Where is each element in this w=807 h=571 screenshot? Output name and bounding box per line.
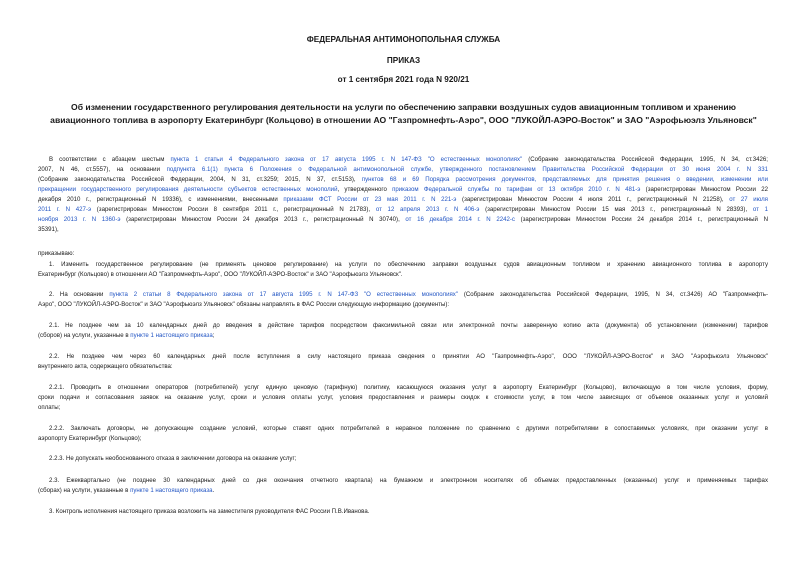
item-2-2-line: внутреннего акта, содержащего обязательства: xyxy=(38,363,173,370)
november-order-link-cont[interactable]: ноября 2013 г. N 1360-э xyxy=(38,216,121,223)
text: декабря 2010 г., регистрационный N 19336), с изменениями, внесенными xyxy=(38,196,284,203)
text: (Собрание законодательства Российской Федерации, 1995, N 34, ст.3426) АО "Газпромнефть- xyxy=(458,291,768,298)
text: (зарегистрирован Минюстом России 15 мая 2013 г., регистрационный N 28393), xyxy=(479,206,753,213)
procedure-link-cont[interactable]: прекращении государственного регулирования деятельности субъектов естественных монополий xyxy=(38,186,338,193)
text: (зарегистрирован Минюстом России 24 декабря 2014 г., регистрационный N xyxy=(514,216,768,223)
preamble-line xyxy=(38,205,768,215)
preamble-line xyxy=(38,185,768,195)
july-order-link[interactable]: от 27 июля xyxy=(729,196,768,203)
item-2 xyxy=(38,290,768,310)
doc-date-number: от 1 сентября 2021 года N 920/21 xyxy=(337,75,470,84)
item-2-3-line xyxy=(38,486,768,496)
item-2-2-2 xyxy=(38,424,768,444)
text: 2. На основании xyxy=(49,291,110,298)
law-article-link[interactable]: пункта 2 статьи 8 Федерального закона от 17 августа 1995 г. N 147-ФЗ "О естественных монополиях" xyxy=(109,291,459,298)
april-order-link[interactable]: от 12 апреля 2013 г. N 406-э xyxy=(375,206,480,213)
doc-title-line-2: авиационного топлива в аэропорту Екатеринбург (Кольцово) в отношении АО "Газпромнефть-Аэро", ООО "ЛУКОЙЛ-АЭРО-Восток" и ЗАО "Аэрофьюэлз Ульяновск" xyxy=(50,115,757,125)
december-order-link[interactable]: от 16 декабря 2014 г. N 2242-с xyxy=(405,216,515,223)
order-point-1-link[interactable]: пункте 1 настоящего приказа xyxy=(130,487,213,494)
item-2-1-line xyxy=(38,331,768,341)
item-1 xyxy=(38,260,768,280)
text: 2007, N 46, ст.5557), на основании xyxy=(38,166,167,173)
order-word-text: приказываю: xyxy=(38,250,75,257)
item-2-2-2-line: аэропорту Екатеринбург (Кольцово); xyxy=(38,435,142,442)
item-3 xyxy=(38,507,768,517)
text: , утвержденного xyxy=(337,186,393,193)
item-3-line: 3. Контроль исполнения настоящего приказа возложить на заместителя руководителя ФАС России П.В.Иванова. xyxy=(49,508,370,515)
preamble-line xyxy=(38,175,768,185)
item-2-2-1-line: оплаты; xyxy=(38,404,61,411)
text: (Собрание законодательства Российской Федерации, 1995, N 34, ст.3426; xyxy=(522,156,768,163)
text: (зарегистрирован Минюстом России 4 июля 2011 г., регистрационный N 21258), xyxy=(456,196,730,203)
text: (зарегистрирован Минюстом России 24 декабря 2013 г., регистрационный N 30740), xyxy=(120,216,406,223)
agency-name: ФЕДЕРАЛЬНАЯ АНТИМОНОПОЛЬНАЯ СЛУЖБА xyxy=(306,35,501,44)
item-2-2-1-line: 2.2.1. Проводить в отношении операторов (потребителей) услуг единую ценовую (тарифную) политику, касающуюся оказания услуг в аэропорту Екатеринбург (Кольцово), включающую в том числе условия, форму, xyxy=(49,384,768,391)
text: ; xyxy=(212,332,215,339)
preamble-line xyxy=(38,195,768,205)
text: (зарегистрирован Минюстом России 22 xyxy=(640,186,768,193)
doc-type: ПРИКАЗ xyxy=(386,56,421,65)
preamble-line xyxy=(38,215,768,225)
preamble-paragraph xyxy=(38,155,768,235)
fst-order-link[interactable]: приказом Федеральной службы по тарифам от 13 октября 2010 г. N 481-э xyxy=(392,186,641,193)
item-2-1 xyxy=(38,321,768,341)
preamble-line xyxy=(38,155,768,165)
item-2-3-line: 2.3. Ежеквартально (не позднее 30 календарных дней со дня окончания отчетного квартала) на бумажном и электронном носителях об объемах предоставленных (оказанных) услуг и применяемых тарифах xyxy=(49,477,768,484)
item-2-2-1 xyxy=(38,383,768,413)
text: (Собрание законодательства Российской Федерации, 2004, N 31, ст.3259; 2015, N 37, ст.5153), xyxy=(38,176,362,183)
procedure-link[interactable]: пунктов 68 и 69 Порядка рассмотрения документов, представляемых для принятия решения о введении, изменении или xyxy=(361,176,768,183)
item-2-2-1-line: сроки подачи и согласования заявок на оказание услуг, сроки и условия оплаты услуг, условия предоставления и размеры скидок к стоимости услуг, в том числе зависящих от объемов оказанных услуг и условий xyxy=(38,394,768,401)
text: (сборах) на услуги, указанные в xyxy=(38,487,131,494)
order-point-1-link[interactable]: пункте 1 настоящего приказа xyxy=(130,332,213,339)
item-2-2-3-line: 2.2.3. Не допускать необоснованного отказа в заключении договора на оказание услуг; xyxy=(49,455,297,462)
regulation-link[interactable]: подпункта 6.1(1) пункта 6 Положения о Федеральной антимонопольной службе, утвержденного постановлением Правительства Российской Федерации от 30 июня 2004 г. N 331 xyxy=(166,166,768,173)
order-word xyxy=(38,249,768,259)
text: В соответствии с абзацем шестым xyxy=(49,156,171,163)
item-2-2-3 xyxy=(38,454,768,464)
fst-orders-link[interactable]: приказами ФСТ России от 23 мая 2011 г. N 221-э xyxy=(283,196,457,203)
item-2-2 xyxy=(38,352,768,372)
preamble-line: 35391), xyxy=(38,226,59,233)
item-2-1-line: 2.1. Не позднее чем за 10 календарных дней до введения в действие тарифов посредством факсимильной связи или электронной почты заверенную копию акта (документа) об установлении (изменении) тарифов xyxy=(49,322,768,329)
item-2-line xyxy=(38,290,768,300)
july-order-link-cont[interactable]: 2011 г. N 427-э xyxy=(38,206,92,213)
november-order-link[interactable]: от 1 xyxy=(752,206,768,213)
item-1-line: 1. Изменить государственное регулирование (не применять ценовое регулирование) на услуги по обеспечению заправки воздушных судов авиационным топливом и хранению авиационного топлива в аэропорту xyxy=(49,261,768,268)
item-2-2-2-line: 2.2.2. Заключать договоры, не допускающие создание условий, которые ставят одних потребителей в неравное положение по сравнению с другими потребителями в сопоставимых условиях, при оказании услуг в xyxy=(49,425,768,432)
item-1-line: Екатеринбург (Кольцово) в отношении АО "Газпромнефть-Аэро", ООО "ЛУКОЙЛ-АЭРО-Восток" и ЗАО "Аэрофьюэлз Ульяновск". xyxy=(38,271,403,278)
law-link[interactable]: пункта 1 статьи 4 Федерального закона от 17 августа 1995 г. N 147-ФЗ "О естественных монополиях" xyxy=(170,156,523,163)
text: (сборов) на услуги, указанные в xyxy=(38,332,131,339)
text: (зарегистрирован Минюстом России 8 сентября 2011 г., регистрационный N 21783), xyxy=(91,206,376,213)
item-2-2-line: 2.2. Не позднее чем через 60 календарных дней после вступления в силу настоящего приказа сведения о принятии АО "Газпромнефть-Аэро", ООО "ЛУКОЙЛ-АЭРО-Восток" и ЗАО "Аэрофьюэлз Ульяновск" xyxy=(49,353,768,360)
doc-title-line-1: Об изменении государственного регулирования деятельности на услуги по обеспечению заправки воздушных судов авиационным топливом и хранению xyxy=(71,102,736,112)
item-2-line: Аэро", ООО "ЛУКОЙЛ-АЭРО-Восток" и ЗАО "Аэрофьюэлз Ульяновск" обязаны направлять в ФАС России следующую информацию (документы): xyxy=(38,301,450,308)
item-2-3 xyxy=(38,476,768,496)
text: . xyxy=(212,487,215,494)
preamble-line xyxy=(38,165,768,175)
